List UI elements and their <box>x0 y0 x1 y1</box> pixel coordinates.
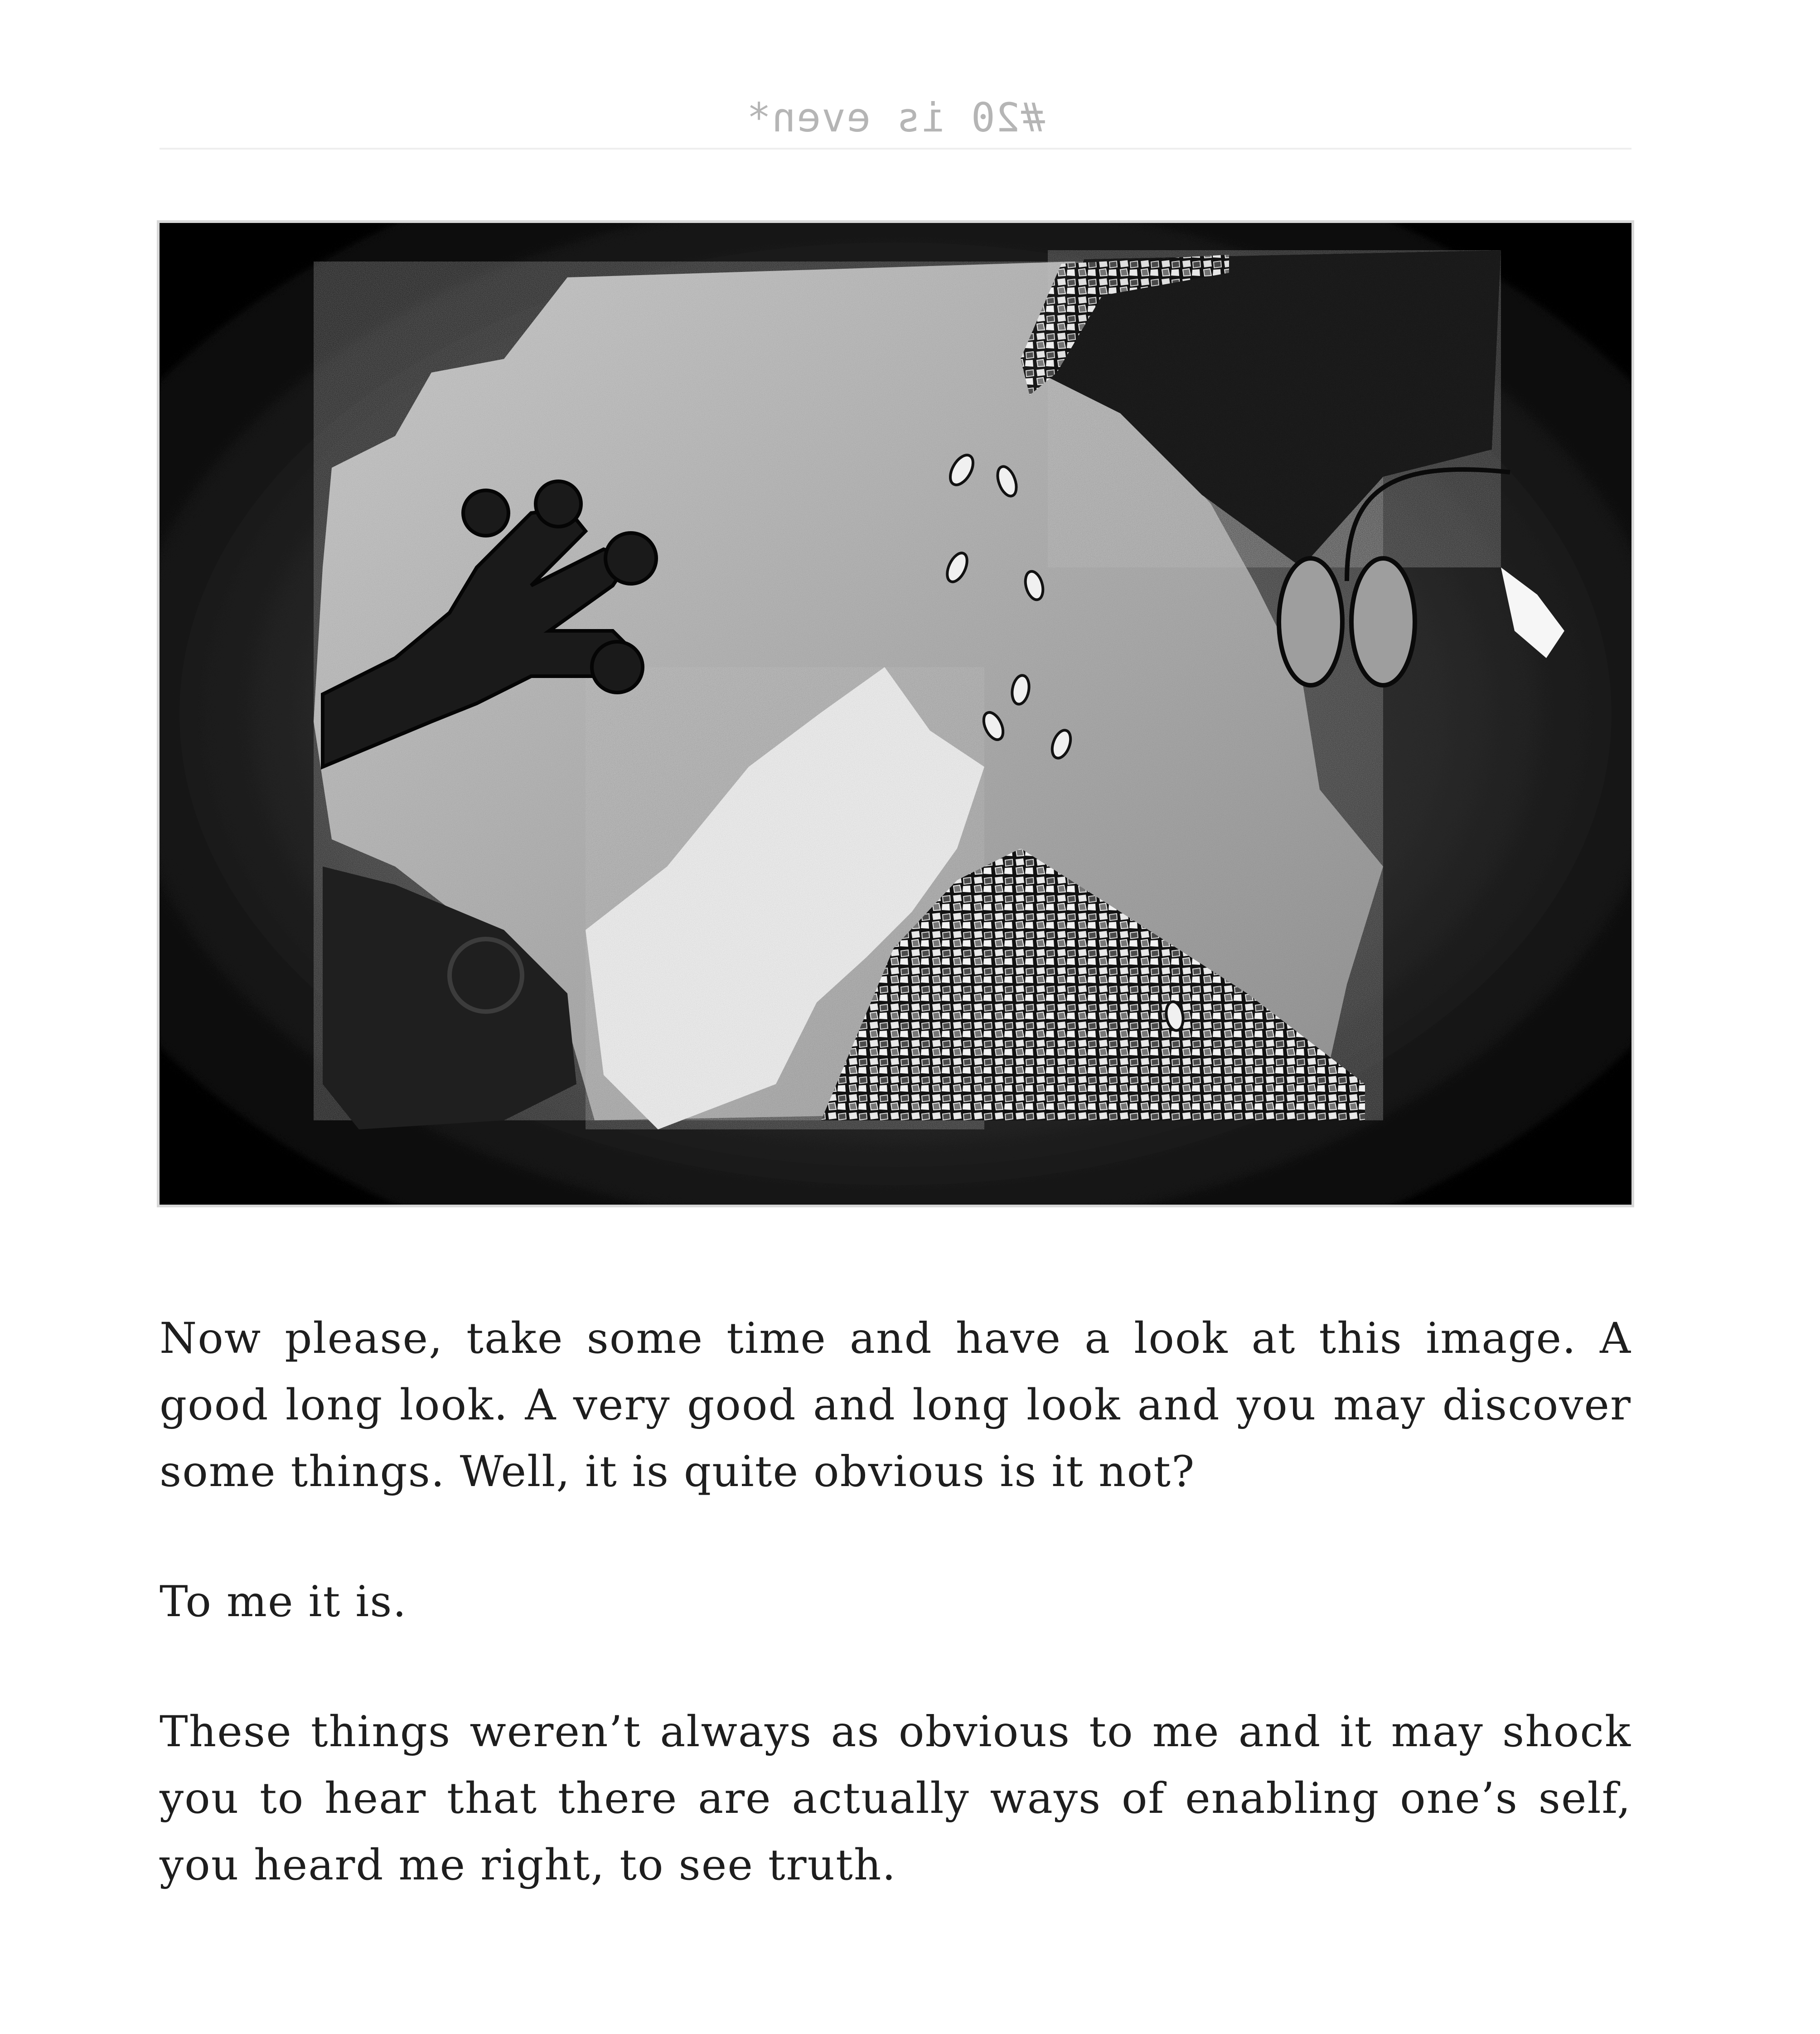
paragraph: These things weren’t always as obvious to me and it may shock you to hear that there are actually ways of enabling one’s self, you heard me right, to see truth. <box>160 1707 1631 1890</box>
paragraph: Now please, take some time and have a look at this image. A good long look. A very good and long look and you may discover some things. Well, it is quite obvious is it not? <box>160 1314 1631 1496</box>
artwork-illustration <box>160 223 1631 1205</box>
page-header <box>160 82 1631 150</box>
paragraph: To me it is. <box>160 1577 407 1627</box>
artwork-image <box>160 223 1631 1205</box>
page-title: #20 is even* <box>746 94 1045 141</box>
article-body <box>160 1305 1631 1898</box>
